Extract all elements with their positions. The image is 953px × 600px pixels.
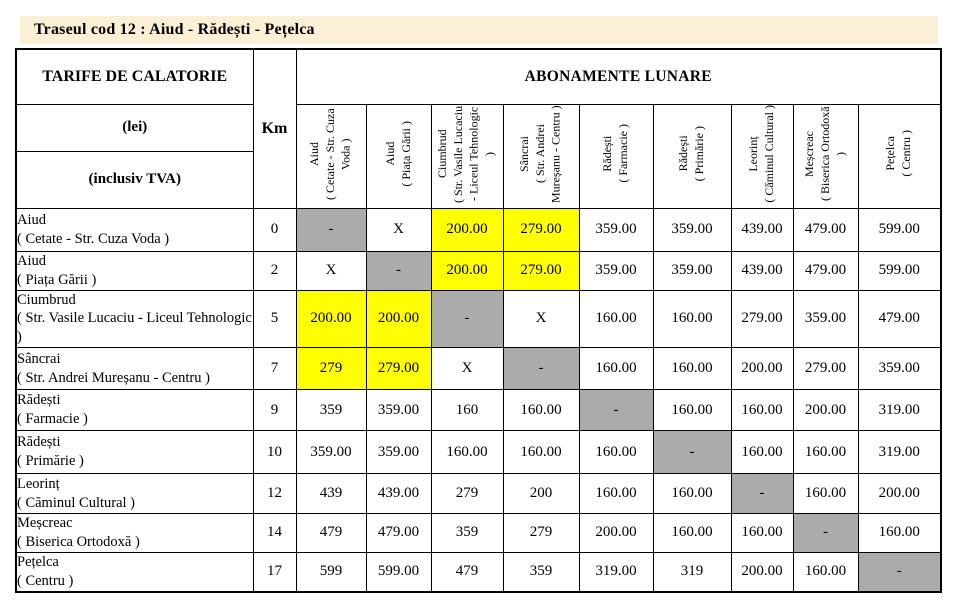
fare-cell: 479 (431, 552, 503, 592)
fare-cell: 479 (296, 514, 366, 553)
fare-cell: 599.00 (366, 552, 431, 592)
fare-table (15, 48, 942, 593)
stop-column-header-text: Rădești ( Primărie ) (676, 125, 706, 182)
route-stop-label: Leorinț ( Căminul Cultural ) (16, 474, 253, 514)
fare-cell: 279 (503, 514, 579, 553)
fare-cell: - (431, 290, 503, 348)
fare-cell: 479.00 (366, 514, 431, 553)
stop-column-header (503, 104, 579, 208)
stop-column-header-text: Leorinț ( Căminul Cultural ) (746, 104, 776, 203)
fare-cell: 359.00 (579, 251, 653, 290)
fare-cell: 200.00 (858, 474, 941, 514)
fare-cell: - (366, 251, 431, 290)
vat-included-label: (inclusiv TVA) (16, 152, 253, 208)
route-stop-label: Aiud ( Cetate - Str. Cuza Voda ) (16, 208, 253, 251)
stop-column-header-text: Sâncrai ( Str. Andrei Mureșanu - Centru ) (517, 104, 563, 203)
fare-cell: X (503, 290, 579, 348)
fare-cell: 160.00 (793, 474, 858, 514)
stop-column-header (431, 104, 503, 208)
fare-cell: 160.00 (431, 431, 503, 474)
km-column-header: Km (253, 49, 296, 208)
fare-cell: X (366, 208, 431, 251)
fare-cell: 160.00 (653, 514, 731, 553)
fare-cell: 359.00 (366, 390, 431, 431)
fare-cell: 160.00 (503, 390, 579, 431)
km-cell: 0 (253, 208, 296, 251)
table-row (16, 552, 941, 592)
route-stop-label: Rădești ( Primărie ) (16, 431, 253, 474)
fare-cell: 200.00 (296, 290, 366, 348)
fare-cell: 319.00 (579, 552, 653, 592)
km-cell: 17 (253, 552, 296, 592)
fare-cell: 479.00 (793, 251, 858, 290)
fare-cell: - (503, 348, 579, 390)
km-cell: 5 (253, 290, 296, 348)
table-title: TARIFE DE CALATORIE (16, 49, 253, 104)
km-cell: 9 (253, 390, 296, 431)
stop-column-header (296, 104, 366, 208)
fare-cell: 160.00 (579, 431, 653, 474)
fare-cell: 279.00 (366, 348, 431, 390)
fare-cell: 160.00 (793, 431, 858, 474)
fare-cell: 200.00 (579, 514, 653, 553)
fare-cell: 319 (653, 552, 731, 592)
km-cell: 10 (253, 431, 296, 474)
fare-cell: 160 (431, 390, 503, 431)
fare-cell: 279.00 (731, 290, 793, 348)
stop-column-header-text: Ciumbrud ( Str. Vasile Lucaciu - Liceul Tehnologic ) (435, 104, 497, 203)
fare-cell: 200.00 (793, 390, 858, 431)
fare-cell: - (296, 208, 366, 251)
km-cell: 14 (253, 514, 296, 553)
route-stop-label: Pețelca ( Centru ) (16, 552, 253, 592)
fare-cell: X (431, 348, 503, 390)
route-stop-label: Aiud ( Piața Gării ) (16, 251, 253, 290)
stop-column-header-text: Meșcreac ( Biserica Ortodoxă ) (801, 106, 848, 201)
route-title-bar (20, 16, 938, 44)
fare-cell: 599 (296, 552, 366, 592)
fare-cell: 160.00 (579, 348, 653, 390)
fare-cell: 359.00 (858, 348, 941, 390)
monthly-subscriptions-header: ABONAMENTE LUNARE (296, 49, 941, 104)
fare-cell: 200 (503, 474, 579, 514)
km-cell: 12 (253, 474, 296, 514)
fare-cell: 359.00 (366, 431, 431, 474)
fare-cell: 439 (296, 474, 366, 514)
fare-cell: 359.00 (579, 208, 653, 251)
table-row (16, 514, 941, 553)
table-row (16, 251, 941, 290)
fare-cell: 160.00 (653, 390, 731, 431)
fare-cell: - (653, 431, 731, 474)
fare-cell: 319.00 (858, 431, 941, 474)
table-row (16, 290, 941, 348)
fare-cell: 160.00 (858, 514, 941, 553)
fare-cell: 200.00 (431, 251, 503, 290)
fare-cell: 200.00 (731, 348, 793, 390)
fare-cell: 279.00 (793, 348, 858, 390)
table-row (16, 474, 941, 514)
fare-cell: 359 (296, 390, 366, 431)
stop-column-header (858, 104, 941, 208)
fare-cell: 439.00 (731, 208, 793, 251)
stop-column-header (366, 104, 431, 208)
stop-column-header (731, 104, 793, 208)
fare-cell: 160.00 (503, 431, 579, 474)
fare-cell: 160.00 (731, 390, 793, 431)
fare-cell: 160.00 (653, 290, 731, 348)
km-cell: 2 (253, 251, 296, 290)
fare-cell: - (579, 390, 653, 431)
fare-cell: 359 (503, 552, 579, 592)
fare-cell: 200.00 (731, 552, 793, 592)
table-row (16, 348, 941, 390)
fare-cell: 160.00 (793, 552, 858, 592)
stop-column-header (579, 104, 653, 208)
currency-label: (lei) (16, 104, 253, 152)
fare-cell: 359.00 (653, 208, 731, 251)
fare-cell: 439.00 (366, 474, 431, 514)
route-stop-label: Meșcreac ( Biserica Ortodoxă ) (16, 514, 253, 553)
fare-cell: 359.00 (653, 251, 731, 290)
fare-cell: 599.00 (858, 208, 941, 251)
stop-column-header (793, 104, 858, 208)
route-stop-label: Sâncrai ( Str. Andrei Mureșanu - Centru ) (16, 348, 253, 390)
fare-cell: 200.00 (431, 208, 503, 251)
table-row (16, 208, 941, 251)
fare-cell: - (731, 474, 793, 514)
km-cell: 7 (253, 348, 296, 390)
fare-cell: 319.00 (858, 390, 941, 431)
fare-cell: 160.00 (731, 431, 793, 474)
fare-cell: 160.00 (653, 474, 731, 514)
stop-column-header-text: Aiud ( Cetate - Str. Cuza Voda ) (307, 107, 353, 200)
fare-cell: 279 (431, 474, 503, 514)
fare-cell: 479.00 (858, 290, 941, 348)
fare-cell: - (793, 514, 858, 553)
fare-cell: X (296, 251, 366, 290)
table-row (16, 390, 941, 431)
route-title: Traseul cod 12 : Aiud - Rădești - Pețelca (34, 21, 315, 38)
stop-column-header-text: Aiud ( Piața Gării ) (382, 120, 413, 187)
stop-column-header-text: Pețelca ( Centru ) (883, 130, 914, 177)
fare-cell: - (858, 552, 941, 592)
route-stop-label: Rădești ( Farmacie ) (16, 390, 253, 431)
fare-cell: 160.00 (579, 474, 653, 514)
fare-cell: 279 (296, 348, 366, 390)
fare-cell: 599.00 (858, 251, 941, 290)
table-row (16, 431, 941, 474)
fare-cell: 279.00 (503, 251, 579, 290)
stop-column-header (653, 104, 731, 208)
fare-cell: 359.00 (296, 431, 366, 474)
stop-column-header-text: Rădești ( Farmacie ) (600, 124, 630, 183)
fare-cell: 200.00 (366, 290, 431, 348)
fare-cell: 279.00 (503, 208, 579, 251)
fare-cell: 160.00 (653, 348, 731, 390)
route-stop-label: Ciumbrud ( Str. Vasile Lucaciu - Liceul Tehnologic ) (16, 290, 253, 348)
fare-cell: 160.00 (731, 514, 793, 553)
fare-cell: 439.00 (731, 251, 793, 290)
fare-cell: 359.00 (793, 290, 858, 348)
fare-cell: 160.00 (579, 290, 653, 348)
fare-cell: 479.00 (793, 208, 858, 251)
fare-cell: 359 (431, 514, 503, 553)
